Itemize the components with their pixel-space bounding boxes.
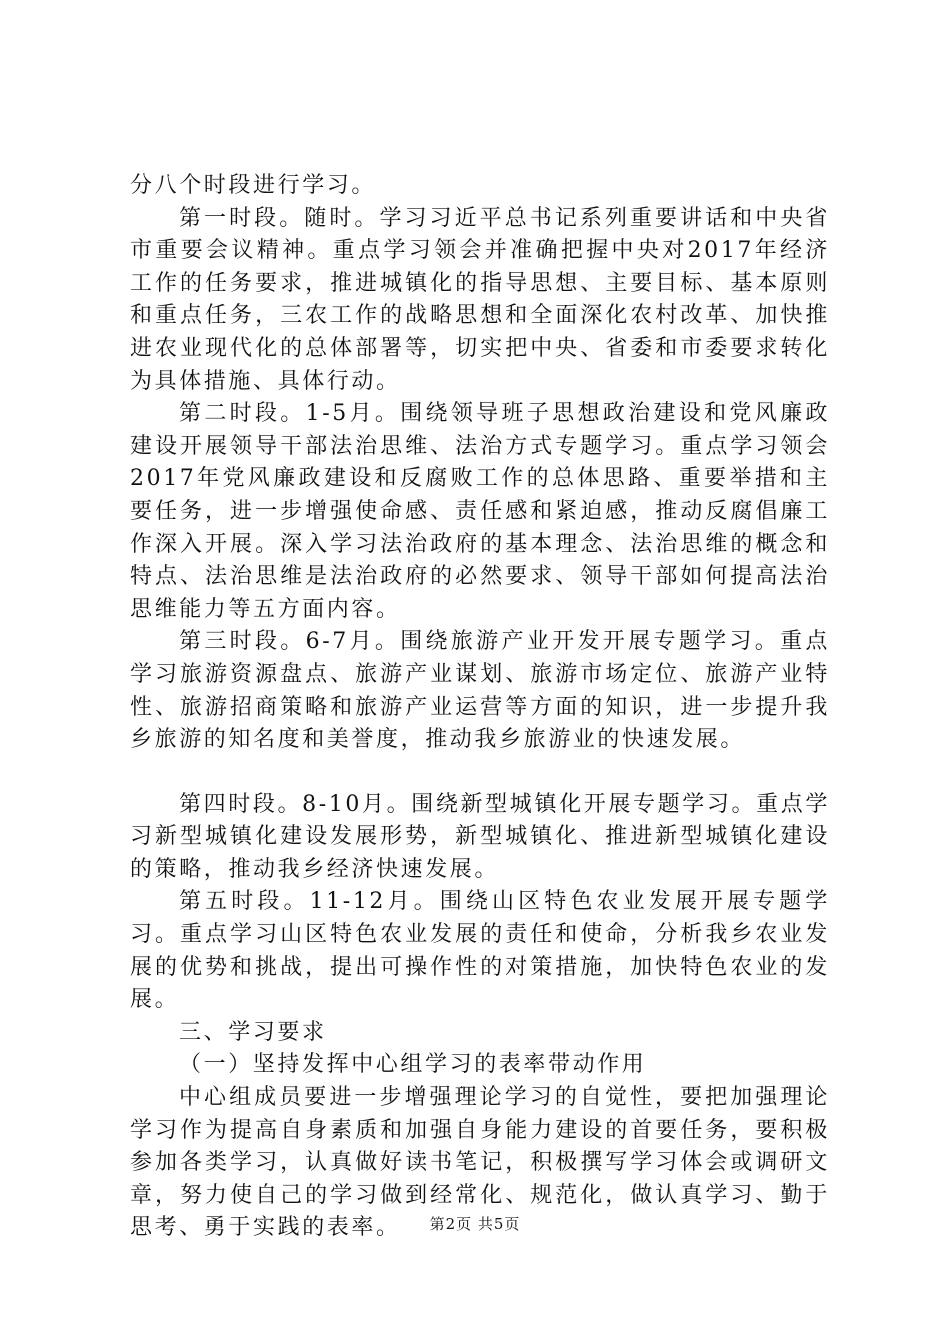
page-footer — [0, 1213, 950, 1234]
document-body — [130, 170, 830, 1245]
paragraph-period-2: 第二时段。1-5月。围绕领导班子思想政治建设和党风廉政建设开展领导干部法治思维、法治方式专题学习。重点学习领会2017年党风廉政建设和反腐败工作的总体思路、重要举措和主要任务，进一步增强使命感、责任感和紧迫感，推动反腐倡廉工作深入开展。深入学习法治政府的基本理念、法治思维的概念和特点、法治思维是法治政府的必然要求、领导干部如何提高法治思维能力等五方面内容。 — [130, 401, 830, 622]
paragraph-period-4: 第四时段。8-10月。围绕新型城镇化开展专题学习。重点学习新型城镇化建设发展形势，新型城镇化、推进新型城镇化建设的策略，推动我乡经济快速发展。 — [130, 791, 830, 882]
page-number: 第2页 共5页 — [429, 1215, 521, 1233]
paragraph-period-1: 第一时段。随时。学习习近平总书记系列重要讲话和中央省市重要会议精神。重点学习领会并准确把握中央对2017年经济工作的任务要求，推进城镇化的指导思想、主要目标、基本原则和重点任务，三农工作的战略思想和全面深化农村改革、加快推进农业现代化的总体部署等，切实把中央、省委和市委要求转化为具体措施、具体行动。 — [130, 205, 830, 394]
paragraph-requirements-1: 中心组成员要进一步增强理论学习的自觉性，要把加强理论学习作为提高自身素质和加强自身能力建设的首要任务，要积极参加各类学习，认真做好读书笔记，积极撰写学习体会或调研文章，努力使自己的学习做到经常化、规范化，做认真学习、勤于思考、勇于实践的表率。 — [130, 1085, 830, 1241]
section-heading-requirements: 三、学习要求 — [179, 1019, 327, 1045]
paragraph-period-5: 第五时段。11-12月。围绕山区特色农业发展开展专题学习。重点学习山区特色农业发展的责任和使命，分析我乡农业发展的优势和挑战，提出可操作性的对策措施，加快特色农业的发展。 — [130, 889, 830, 1013]
paragraph-continuation: 分八个时段进行学习。 — [130, 173, 377, 198]
subsection-heading-1: （一）坚持发挥中心组学习的表率带动作用 — [179, 1052, 647, 1078]
paragraph-period-3: 第三时段。6-7月。围绕旅游产业开发开展专题学习。重点学习旅游资源盘点、旅游产业谋划、旅游市场定位、旅游产业特性、旅游招商策略和旅游产业运营等方面的知识，进一步提升我乡旅游的知名度和美誉度，推动我乡旅游业的快速发展。 — [130, 629, 830, 753]
